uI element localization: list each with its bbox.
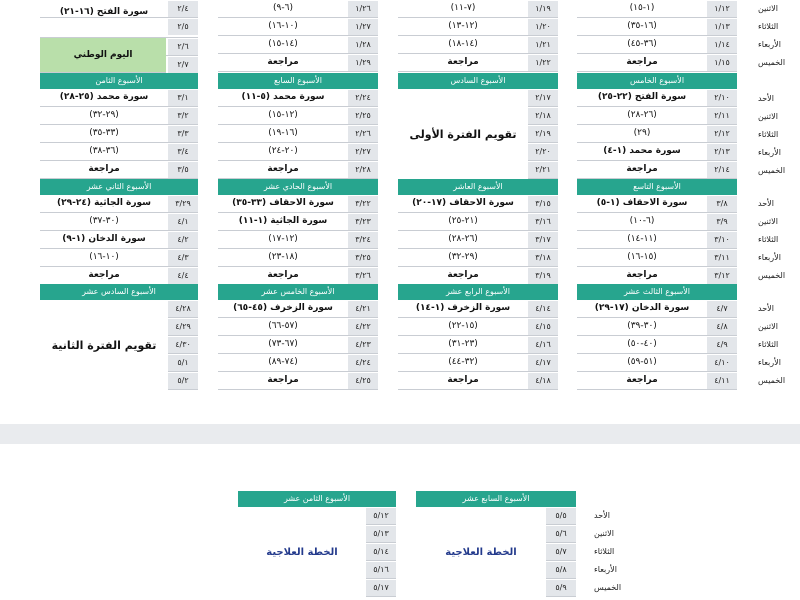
date-cell: ١/١٢ xyxy=(707,1,737,17)
date-cell: ٤/٢٤ xyxy=(348,355,378,371)
lesson-cell: (٢١-٢٥) xyxy=(448,216,478,226)
week-15-block xyxy=(218,284,378,390)
day-label: الأحد xyxy=(758,304,774,313)
lesson-cell: (١٤-١٨) xyxy=(448,39,478,49)
date-cell: ١/٢٨ xyxy=(348,37,378,53)
date-cell: ٥/١٢ xyxy=(366,508,396,524)
week-5-block xyxy=(577,73,737,179)
date-cell: ٤/٩ xyxy=(707,337,737,353)
date-cell: ٤/١ xyxy=(168,214,198,230)
table-row xyxy=(218,36,378,54)
date-cell: ٢/١٩ xyxy=(528,126,558,142)
day-label: الاثنين xyxy=(758,4,778,13)
day-label: الخميس xyxy=(758,58,786,67)
week-9-block xyxy=(577,179,737,285)
partial-week-col3 xyxy=(398,0,558,72)
table-row xyxy=(218,354,378,372)
week-10-block xyxy=(398,179,558,285)
date-cell: ٣/٤ xyxy=(168,144,198,160)
date-cell: ٣/١٥ xyxy=(528,196,558,212)
table-row xyxy=(218,231,378,249)
date-cell: ١/١٣ xyxy=(707,19,737,35)
lesson-cell: سورة محمد (١-٤) xyxy=(603,146,681,156)
week-header: الأسبوع السادس عشر xyxy=(40,284,198,300)
table-row xyxy=(218,107,378,125)
table-row xyxy=(40,267,198,285)
lesson-cell: (٣٠-٣٧) xyxy=(89,216,119,226)
lesson-cell: مراجعة xyxy=(267,57,299,67)
lesson-cell: (٣٦-٤٥) xyxy=(627,39,657,49)
date-cell: ٢/١٤ xyxy=(707,162,737,178)
date-cell: ٤/٨ xyxy=(707,319,737,335)
week-header: الأسبوع التاسع xyxy=(577,179,737,195)
lesson-cell: سورة الاحقاف (٣٣-٣٥) xyxy=(232,198,334,208)
date-cell: ٣/٢٣ xyxy=(348,214,378,230)
lesson-cell: (٢٩) xyxy=(633,128,651,138)
week-header: الأسبوع الرابع عشر xyxy=(398,284,558,300)
date-cell: ١/١٤ xyxy=(707,37,737,53)
table-row xyxy=(218,195,378,213)
lesson-cell: سورة الدخان (١٧-٢٩) xyxy=(594,303,690,313)
day-label: الثلاثاء xyxy=(758,130,779,139)
table-row xyxy=(398,195,558,213)
day-label: الأربعاء xyxy=(758,253,781,262)
date-cell: ٤/٢٩ xyxy=(168,319,198,335)
table-row xyxy=(40,143,198,161)
date-cell: ٢/١٠ xyxy=(707,90,737,106)
day-label: الثلاثاء xyxy=(758,235,779,244)
lesson-cell: سورة الزخرف (١-١٤) xyxy=(415,303,511,313)
lesson-cell: (١٦-١٩) xyxy=(268,128,298,138)
assessment-cell: تقويم الفترة الأولى xyxy=(398,89,528,179)
lesson-cell: (١٠-١٦) xyxy=(268,21,298,31)
lesson-cell: مراجعة xyxy=(267,164,299,174)
lesson-cell: (١٢-١٥) xyxy=(268,110,298,120)
week-header: الأسبوع الخامس xyxy=(577,73,737,89)
table-row xyxy=(577,0,737,18)
lesson-cell: سورة الفتح (٢٢-٢٥) xyxy=(597,92,687,102)
table-row xyxy=(398,318,558,336)
table-row xyxy=(398,213,558,231)
table-row xyxy=(40,18,198,38)
date-cell: ٤/١٤ xyxy=(528,301,558,317)
table-row xyxy=(218,300,378,318)
week-14-block xyxy=(398,284,558,390)
day-label: الثلاثاء xyxy=(594,547,615,556)
table-row xyxy=(577,249,737,267)
lesson-cell: (٢٦-٢٨) xyxy=(627,110,657,120)
table-row xyxy=(577,267,737,285)
date-cell: ٤/٢٥ xyxy=(348,373,378,389)
lesson-cell: سورة محمد (٢٥-٢٨) xyxy=(59,92,149,102)
date-cell: ١/١٩ xyxy=(528,1,558,17)
week-8-block xyxy=(40,73,198,179)
week-header: الأسبوع الخامس عشر xyxy=(218,284,378,300)
table-row xyxy=(218,0,378,18)
date-cell: ٣/١٢ xyxy=(707,268,737,284)
lesson-cell: سورة الفتح (١٦-٢١) xyxy=(59,7,149,17)
lesson-cell: (٢٩-٣٢) xyxy=(89,110,119,120)
lesson-cell: (٤٠-٥٠) xyxy=(627,339,657,349)
assessment-cell: تقويم الفترة الثانية xyxy=(40,300,168,390)
table-row xyxy=(398,354,558,372)
day-label: الاثنين xyxy=(758,217,778,226)
day-label: الخميس xyxy=(758,271,786,280)
table-row xyxy=(577,195,737,213)
table-row xyxy=(40,195,198,213)
lesson-cell: مراجعة xyxy=(626,164,658,174)
date-cell: ٣/٥ xyxy=(168,162,198,178)
date-cell: ٢/٢٤ xyxy=(348,90,378,106)
table-row xyxy=(40,89,198,107)
table-row xyxy=(218,213,378,231)
lesson-cell: (٦٧-٧٣) xyxy=(268,339,298,349)
section-divider xyxy=(0,424,800,444)
date-cell: ٢/١٧ xyxy=(528,90,558,106)
partial-week-col1 xyxy=(40,0,198,72)
table-row xyxy=(577,36,737,54)
date-cell: ٥/١٦ xyxy=(366,562,396,578)
lesson-cell: (٣٦-٣٨) xyxy=(89,146,119,156)
lesson-cell: مراجعة xyxy=(447,270,479,280)
week-header: الأسبوع الثاني عشر xyxy=(40,179,198,195)
date-cell: ٥/٧ xyxy=(546,544,576,560)
date-cell: ٤/٢١ xyxy=(348,301,378,317)
week-header: الأسبوع الحادي عشر xyxy=(218,179,378,195)
date-cell: ٥/١٤ xyxy=(366,544,396,560)
table-row xyxy=(577,125,737,143)
day-label: الأربعاء xyxy=(594,565,617,574)
date-cell: ٢/١١ xyxy=(707,108,737,124)
partial-week-col2 xyxy=(218,0,378,72)
week-header: الأسبوع السادس xyxy=(398,73,558,89)
table-row xyxy=(398,372,558,390)
lesson-cell: مراجعة xyxy=(88,164,120,174)
week-header: الأسبوع الثامن عشر xyxy=(238,491,396,507)
table-row xyxy=(218,89,378,107)
date-cell: ٣/٢٥ xyxy=(348,250,378,266)
date-cell: ٣/١٧ xyxy=(528,232,558,248)
week-6-block xyxy=(398,73,558,179)
date-cell: ٣/٨ xyxy=(707,196,737,212)
date-cell: ٤/٢ xyxy=(168,232,198,248)
lesson-cell: مراجعة xyxy=(267,270,299,280)
table-row xyxy=(398,231,558,249)
date-cell: ١/٢٧ xyxy=(348,19,378,35)
lesson-cell: (١٥-٢٢) xyxy=(448,321,478,331)
table-row xyxy=(40,125,198,143)
lesson-cell: (٢٠-٢٤) xyxy=(268,146,298,156)
date-cell: ٣/٩ xyxy=(707,214,737,230)
lesson-cell: (٥١-٥٩) xyxy=(627,357,657,367)
lesson-cell: (٢٩-٣٢) xyxy=(448,252,478,262)
date-cell: ٣/٢٦ xyxy=(348,268,378,284)
date-cell: ٢/٢٧ xyxy=(348,144,378,160)
lesson-cell: (١٢-١٣) xyxy=(448,21,478,31)
date-cell: ٤/١٠ xyxy=(707,355,737,371)
week-12-block xyxy=(40,179,198,285)
date-cell: ٢/٢٦ xyxy=(348,126,378,142)
lesson-cell: سورة الاحقاف (١٧-٢٠) xyxy=(412,198,514,208)
date-cell: ١/٢٠ xyxy=(528,19,558,35)
table-row xyxy=(398,300,558,318)
date-cell: ٤/٤ xyxy=(168,268,198,284)
table-row xyxy=(218,249,378,267)
week-16-block xyxy=(40,284,198,390)
day-label: الاثنين xyxy=(594,529,614,538)
week-17-block xyxy=(416,491,576,599)
day-label: الأحد xyxy=(758,94,774,103)
table-row xyxy=(218,161,378,179)
date-cell: ٢/٢٥ xyxy=(348,108,378,124)
table-row xyxy=(40,107,198,125)
table-row xyxy=(577,213,737,231)
lesson-cell: (٧٤-٨٩) xyxy=(268,357,298,367)
date-cell: ٤/١١ xyxy=(707,373,737,389)
table-row xyxy=(398,267,558,285)
day-label: الأربعاء xyxy=(758,358,781,367)
day-label: الثلاثاء xyxy=(758,340,779,349)
table-row xyxy=(577,89,737,107)
date-cell: ٣/٢ xyxy=(168,108,198,124)
table-row xyxy=(577,161,737,179)
date-cell: ٥/١٧ xyxy=(366,580,396,596)
lesson-cell: مراجعة xyxy=(447,57,479,67)
day-label: الأحد xyxy=(594,511,610,520)
date-cell: ٥/٥ xyxy=(546,508,576,524)
lesson-cell: مراجعة xyxy=(626,57,658,67)
lesson-cell: (١٤-١٥) xyxy=(268,39,298,49)
lesson-cell: سورة الزخرف (٤٥-٦٥) xyxy=(233,303,333,313)
lesson-cell: (١٦-٣٥) xyxy=(627,21,657,31)
date-cell: ٤/٢٣ xyxy=(348,337,378,353)
lesson-cell: (٧-١١) xyxy=(450,3,476,13)
lesson-cell: مراجعة xyxy=(447,375,479,385)
date-cell: ٤/٣٠ xyxy=(168,337,198,353)
table-row xyxy=(577,18,737,36)
week-header: الأسبوع العاشر xyxy=(398,179,558,195)
date-cell: ٣/١٨ xyxy=(528,250,558,266)
lesson-cell: (٥٧-٦٦) xyxy=(268,321,298,331)
week-11-block xyxy=(218,179,378,285)
date-cell: ١/٢٩ xyxy=(348,55,378,71)
date-cell: ٢/٢١ xyxy=(528,162,558,178)
table-row xyxy=(218,267,378,285)
lesson-cell: (١٠-١٦) xyxy=(89,252,119,262)
table-row xyxy=(218,54,378,72)
date-cell: ١/١٥ xyxy=(707,55,737,71)
lesson-cell: (٣٠-٣٩) xyxy=(627,321,657,331)
table-row xyxy=(218,372,378,390)
date-cell: ٤/١٨ xyxy=(528,373,558,389)
date-cell: ٥/٢ xyxy=(168,373,198,389)
lesson-cell: (١٨-٢٣) xyxy=(268,252,298,262)
date-cell: ٢/٦ xyxy=(168,39,198,55)
lesson-cell: سورة الدخان (١-٩) xyxy=(62,234,146,244)
date-cell: ٣/٢٢ xyxy=(348,196,378,212)
date-cell: ٢/٤ xyxy=(168,1,198,17)
date-cell: ٢/٢٠ xyxy=(528,144,558,160)
date-cell: ٤/٧ xyxy=(707,301,737,317)
lesson-cell: (١-١٥) xyxy=(629,3,655,13)
table-row xyxy=(40,231,198,249)
table-row xyxy=(577,107,737,125)
lesson-cell: (١٢-١٧) xyxy=(268,234,298,244)
date-cell: ١/٢٢ xyxy=(528,55,558,71)
day-label: الخميس xyxy=(758,166,786,175)
day-label: الأحد xyxy=(758,199,774,208)
date-cell: ٣/٢٩ xyxy=(168,196,198,212)
week-18-block xyxy=(238,491,396,599)
date-cell: ٤/٢٢ xyxy=(348,319,378,335)
date-cell: ٢/٧ xyxy=(168,57,198,73)
table-row xyxy=(398,0,558,18)
remedial-plan-cell: الخطة العلاجية xyxy=(238,507,366,597)
table-row xyxy=(40,0,198,18)
week-header: الأسبوع الثالث عشر xyxy=(577,284,737,300)
lesson-cell: سورة محمد (٥-١١) xyxy=(241,92,325,102)
date-cell: ١/٢١ xyxy=(528,37,558,53)
table-row xyxy=(577,300,737,318)
day-label: الثلاثاء xyxy=(758,22,779,31)
lesson-cell: مراجعة xyxy=(88,270,120,280)
date-cell: ٣/١ xyxy=(168,90,198,106)
date-cell: ٣/٢٤ xyxy=(348,232,378,248)
date-cell: ٥/٦ xyxy=(546,526,576,542)
table-row xyxy=(40,213,198,231)
week-7-block xyxy=(218,73,378,179)
lesson-cell: (٦-٩) xyxy=(273,3,293,13)
date-cell: ٤/٢٨ xyxy=(168,301,198,317)
date-cell: ٢/١٨ xyxy=(528,108,558,124)
lesson-cell: سورة الجاثية (٢٤-٢٩) xyxy=(56,198,152,208)
table-row xyxy=(40,161,198,179)
lesson-cell: (٦-١٠) xyxy=(629,216,655,226)
table-row xyxy=(577,143,737,161)
day-label: الخميس xyxy=(758,376,786,385)
date-cell: ٥/١ xyxy=(168,355,198,371)
table-row xyxy=(40,249,198,267)
table-row xyxy=(577,336,737,354)
table-row xyxy=(398,249,558,267)
date-cell: ٢/١٢ xyxy=(707,126,737,142)
date-cell: ٤/١٥ xyxy=(528,319,558,335)
lesson-cell: سورة الاحقاف (١-٥) xyxy=(596,198,688,208)
date-cell: ٢/٢٨ xyxy=(348,162,378,178)
table-row xyxy=(398,336,558,354)
day-label: الاثنين xyxy=(758,112,778,121)
table-row xyxy=(218,125,378,143)
remedial-plan-cell: الخطة العلاجية xyxy=(416,507,546,597)
date-cell: ٥/٩ xyxy=(546,580,576,596)
day-label: الاثنين xyxy=(758,322,778,331)
lesson-cell: (٣٣-٣٥) xyxy=(89,128,119,138)
date-cell: ٣/١٩ xyxy=(528,268,558,284)
date-cell: ٣/١٦ xyxy=(528,214,558,230)
date-cell: ٥/١٣ xyxy=(366,526,396,542)
week-header: الأسبوع السابع xyxy=(218,73,378,89)
date-cell: ٢/٥ xyxy=(168,19,198,35)
table-row xyxy=(577,231,737,249)
lesson-cell: (١٥-١٦) xyxy=(627,252,657,262)
table-row xyxy=(398,18,558,36)
lesson-cell: (٣٢-٤٤) xyxy=(448,357,478,367)
day-label: الأربعاء xyxy=(758,148,781,157)
date-cell: ٤/١٦ xyxy=(528,337,558,353)
lesson-cell: (١١-١٤) xyxy=(627,234,657,244)
date-cell: ٣/١٠ xyxy=(707,232,737,248)
table-row xyxy=(218,18,378,36)
table-row xyxy=(577,54,737,72)
week-header: الأسبوع الثامن xyxy=(40,73,198,89)
lesson-cell: سورة الجاثية (١-١١) xyxy=(238,216,328,226)
date-cell: ٥/٨ xyxy=(546,562,576,578)
date-cell: ١/٢٦ xyxy=(348,1,378,17)
holiday-cell: اليوم الوطني xyxy=(40,38,166,73)
partial-week-col4 xyxy=(577,0,737,72)
lesson-cell: مراجعة xyxy=(626,270,658,280)
date-cell: ٤/١٧ xyxy=(528,355,558,371)
table-row xyxy=(577,354,737,372)
table-row xyxy=(398,54,558,72)
lesson-cell: مراجعة xyxy=(267,375,299,385)
lesson-cell: (٢٣-٣١) xyxy=(448,339,478,349)
date-cell: ٢/١٣ xyxy=(707,144,737,160)
table-row xyxy=(398,36,558,54)
date-cell: ٣/١١ xyxy=(707,250,737,266)
lesson-cell: (٢٦-٢٨) xyxy=(448,234,478,244)
table-row xyxy=(218,143,378,161)
day-label: الخميس xyxy=(594,583,622,592)
day-label: الأربعاء xyxy=(758,40,781,49)
table-row xyxy=(218,318,378,336)
lesson-cell: مراجعة xyxy=(626,375,658,385)
table-row xyxy=(577,318,737,336)
week-13-block xyxy=(577,284,737,390)
table-row xyxy=(577,372,737,390)
date-cell: ٣/٣ xyxy=(168,126,198,142)
week-header: الأسبوع السابع عشر xyxy=(416,491,576,507)
date-cell: ٤/٣ xyxy=(168,250,198,266)
table-row xyxy=(218,336,378,354)
schedule-lower-section xyxy=(0,444,800,600)
